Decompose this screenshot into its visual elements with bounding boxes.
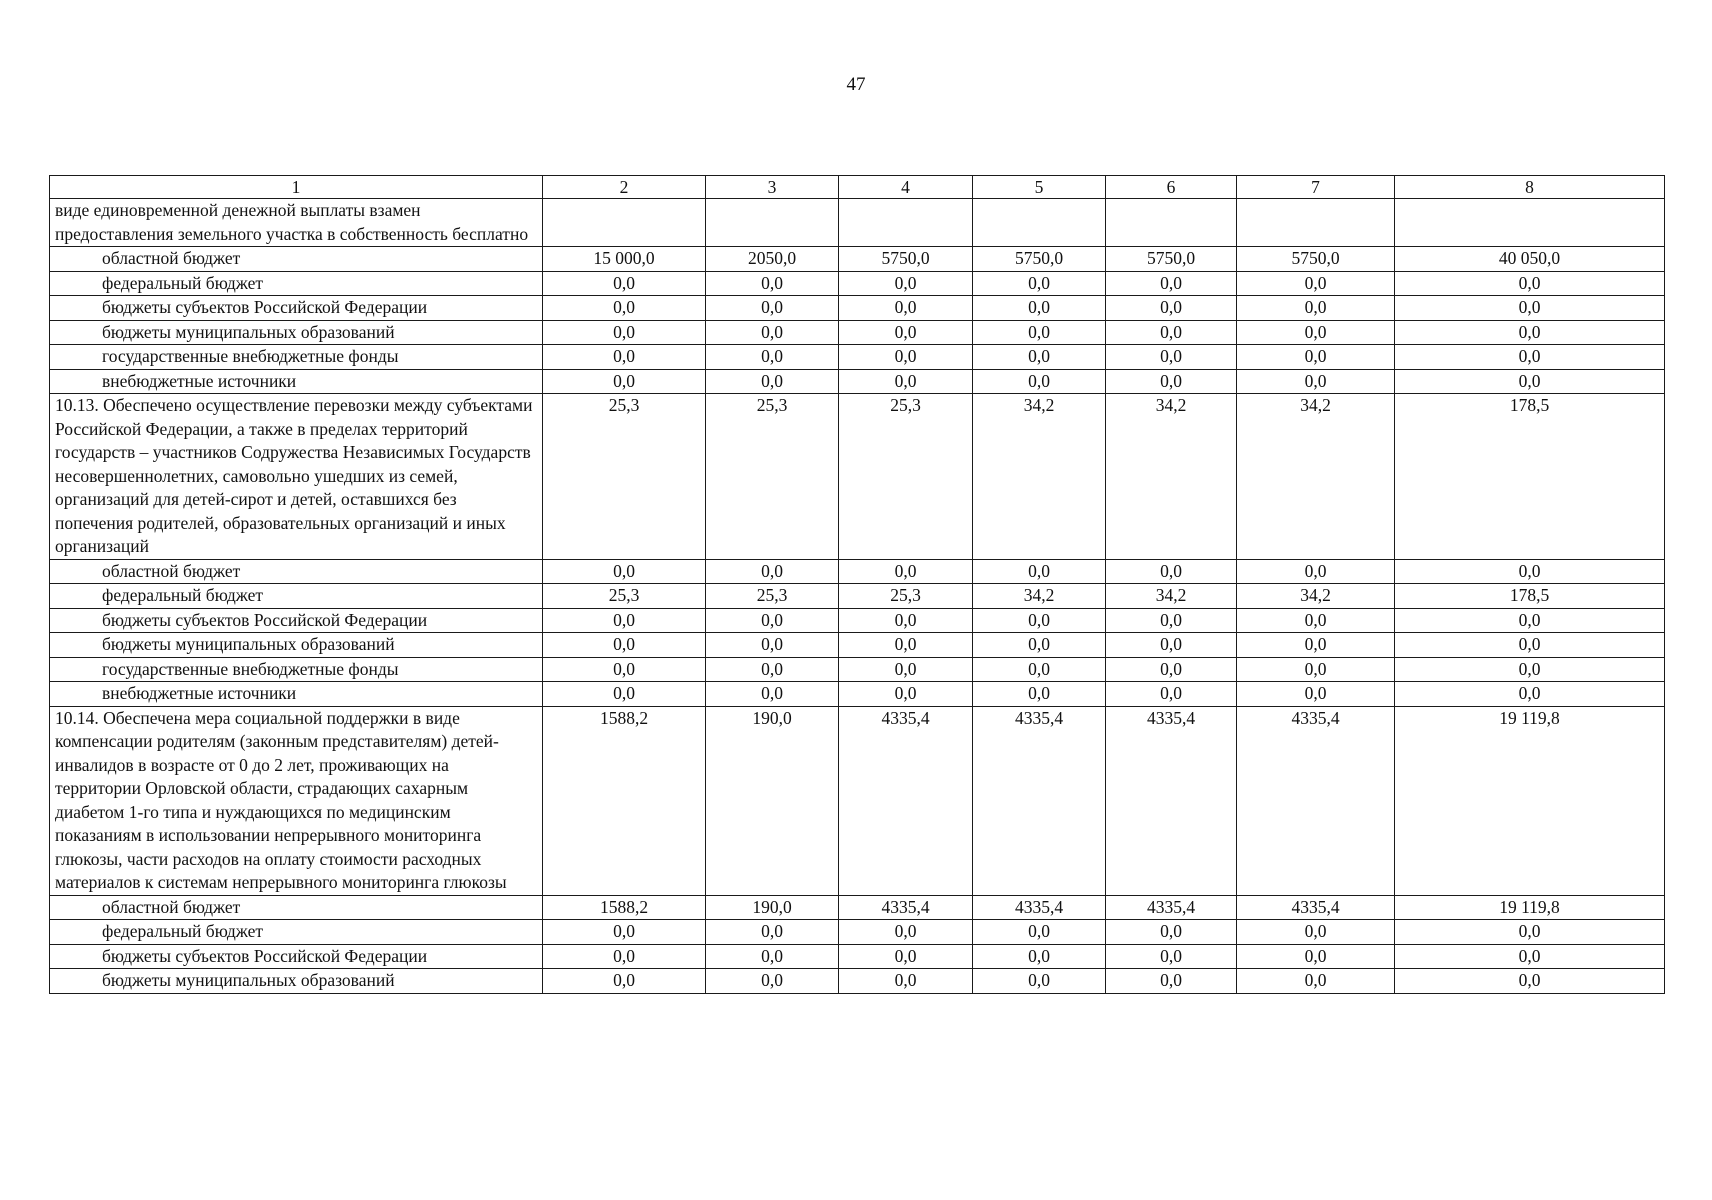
value-cell: 34,2 — [973, 584, 1106, 609]
value-cell: 19 119,8 — [1395, 706, 1665, 895]
value-cell: 0,0 — [1106, 369, 1237, 394]
value-cell: 0,0 — [839, 969, 973, 994]
value-cell: 0,0 — [1395, 944, 1665, 969]
value-cell: 0,0 — [706, 633, 839, 658]
funding-source-label: внебюджетные источники — [50, 682, 543, 707]
value-cell: 0,0 — [973, 633, 1106, 658]
value-cell: 4335,4 — [973, 706, 1106, 895]
value-cell: 5750,0 — [839, 247, 973, 272]
table-row-source — [50, 633, 1665, 658]
table-row-source — [50, 296, 1665, 321]
value-cell: 0,0 — [706, 920, 839, 945]
value-cell: 0,0 — [1395, 320, 1665, 345]
value-cell: 0,0 — [1106, 559, 1237, 584]
table-row-source — [50, 682, 1665, 707]
value-cell: 0,0 — [543, 944, 706, 969]
value-cell: 4335,4 — [1106, 706, 1237, 895]
value-cell: 0,0 — [839, 944, 973, 969]
value-cell — [839, 199, 973, 247]
funding-source-label: бюджеты субъектов Российской Федерации — [50, 296, 543, 321]
column-header-8: 8 — [1395, 176, 1665, 199]
value-cell: 0,0 — [1395, 559, 1665, 584]
table-row-source — [50, 369, 1665, 394]
value-cell: 0,0 — [706, 608, 839, 633]
value-cell: 0,0 — [543, 633, 706, 658]
value-cell: 5750,0 — [1106, 247, 1237, 272]
value-cell: 0,0 — [973, 920, 1106, 945]
funding-source-label: бюджеты муниципальных образований — [50, 633, 543, 658]
table-row-section — [50, 199, 1665, 247]
value-cell: 0,0 — [1237, 633, 1395, 658]
value-cell: 0,0 — [1395, 608, 1665, 633]
funding-source-label: федеральный бюджет — [50, 584, 543, 609]
column-header-6: 6 — [1106, 176, 1237, 199]
value-cell: 0,0 — [1106, 944, 1237, 969]
value-cell: 0,0 — [543, 920, 706, 945]
value-cell: 0,0 — [839, 657, 973, 682]
value-cell: 0,0 — [1106, 271, 1237, 296]
value-cell: 0,0 — [1395, 633, 1665, 658]
value-cell: 0,0 — [1237, 345, 1395, 370]
table-row-source — [50, 944, 1665, 969]
value-cell: 0,0 — [839, 296, 973, 321]
value-cell: 0,0 — [839, 682, 973, 707]
value-cell: 0,0 — [839, 345, 973, 370]
value-cell — [543, 199, 706, 247]
value-cell: 0,0 — [1395, 920, 1665, 945]
table-body — [50, 199, 1665, 994]
value-cell: 0,0 — [839, 320, 973, 345]
funding-source-label: бюджеты субъектов Российской Федерации — [50, 944, 543, 969]
value-cell: 4335,4 — [973, 895, 1106, 920]
value-cell — [1237, 199, 1395, 247]
column-header-1: 1 — [50, 176, 543, 199]
value-cell: 0,0 — [543, 657, 706, 682]
table-header — [50, 176, 1665, 199]
value-cell: 15 000,0 — [543, 247, 706, 272]
value-cell: 0,0 — [973, 369, 1106, 394]
column-header-2: 2 — [543, 176, 706, 199]
table-row-section — [50, 394, 1665, 560]
value-cell: 0,0 — [1237, 320, 1395, 345]
value-cell: 0,0 — [706, 320, 839, 345]
value-cell: 0,0 — [1106, 608, 1237, 633]
table-row-source — [50, 920, 1665, 945]
value-cell: 0,0 — [973, 559, 1106, 584]
value-cell: 0,0 — [1395, 271, 1665, 296]
value-cell: 0,0 — [706, 296, 839, 321]
row-title: 10.14. Обеспечена мера социальной поддержки в виде компенсации родителям (законным представителям) детей-инвалидов в возрасте от 0 до 2 лет, проживающих на территории Орловской области, страдающих сахарным диабетом 1-го типа и нуждающихся по медицинским показаниям в использовании непрерывного мониторинга глюкозы, части расходов на оплату стоимости расходных материалов к системам непрерывного мониторинга глюкозы — [50, 706, 543, 895]
value-cell: 4335,4 — [839, 706, 973, 895]
value-cell: 0,0 — [543, 559, 706, 584]
value-cell: 34,2 — [1106, 584, 1237, 609]
funding-source-label: областной бюджет — [50, 895, 543, 920]
value-cell: 0,0 — [1237, 657, 1395, 682]
funding-source-label: бюджеты субъектов Российской Федерации — [50, 608, 543, 633]
value-cell: 178,5 — [1395, 584, 1665, 609]
funding-source-label: бюджеты муниципальных образований — [50, 320, 543, 345]
table-row-source — [50, 271, 1665, 296]
value-cell: 0,0 — [1106, 345, 1237, 370]
funding-source-label: внебюджетные источники — [50, 369, 543, 394]
value-cell: 0,0 — [973, 969, 1106, 994]
value-cell — [973, 199, 1106, 247]
value-cell: 0,0 — [543, 296, 706, 321]
value-cell: 0,0 — [839, 608, 973, 633]
value-cell: 0,0 — [1237, 608, 1395, 633]
value-cell: 0,0 — [706, 345, 839, 370]
budget-table — [49, 175, 1665, 994]
value-cell: 0,0 — [543, 271, 706, 296]
value-cell: 0,0 — [973, 657, 1106, 682]
table-row-source — [50, 584, 1665, 609]
funding-source-label: государственные внебюджетные фонды — [50, 345, 543, 370]
value-cell: 0,0 — [973, 944, 1106, 969]
value-cell: 0,0 — [839, 369, 973, 394]
value-cell: 1588,2 — [543, 895, 706, 920]
value-cell: 0,0 — [1237, 944, 1395, 969]
value-cell: 178,5 — [1395, 394, 1665, 560]
value-cell: 0,0 — [1237, 369, 1395, 394]
value-cell: 0,0 — [706, 969, 839, 994]
value-cell: 0,0 — [973, 320, 1106, 345]
value-cell: 0,0 — [706, 369, 839, 394]
value-cell — [706, 199, 839, 247]
value-cell: 0,0 — [1106, 920, 1237, 945]
column-header-3: 3 — [706, 176, 839, 199]
funding-source-label: государственные внебюджетные фонды — [50, 657, 543, 682]
value-cell: 5750,0 — [1237, 247, 1395, 272]
value-cell: 4335,4 — [1106, 895, 1237, 920]
value-cell: 4335,4 — [1237, 895, 1395, 920]
value-cell: 0,0 — [1395, 345, 1665, 370]
value-cell: 25,3 — [839, 394, 973, 560]
value-cell: 0,0 — [1395, 657, 1665, 682]
value-cell: 0,0 — [973, 608, 1106, 633]
value-cell: 40 050,0 — [1395, 247, 1665, 272]
value-cell: 0,0 — [1106, 657, 1237, 682]
value-cell: 0,0 — [543, 608, 706, 633]
column-header-4: 4 — [839, 176, 973, 199]
table-row-source — [50, 345, 1665, 370]
column-header-7: 7 — [1237, 176, 1395, 199]
value-cell: 0,0 — [1106, 320, 1237, 345]
value-cell: 5750,0 — [973, 247, 1106, 272]
table-row-source — [50, 559, 1665, 584]
value-cell: 19 119,8 — [1395, 895, 1665, 920]
value-cell: 34,2 — [1106, 394, 1237, 560]
value-cell: 0,0 — [706, 559, 839, 584]
table-row-section — [50, 706, 1665, 895]
value-cell: 34,2 — [1237, 584, 1395, 609]
table-row-source — [50, 320, 1665, 345]
column-header-5: 5 — [973, 176, 1106, 199]
value-cell: 0,0 — [839, 633, 973, 658]
value-cell: 0,0 — [1395, 369, 1665, 394]
value-cell: 0,0 — [1106, 633, 1237, 658]
value-cell: 0,0 — [839, 559, 973, 584]
value-cell: 0,0 — [706, 944, 839, 969]
value-cell — [1395, 199, 1665, 247]
page-number: 47 — [846, 74, 866, 95]
value-cell: 0,0 — [1395, 969, 1665, 994]
value-cell: 190,0 — [706, 706, 839, 895]
value-cell: 25,3 — [543, 394, 706, 560]
value-cell: 0,0 — [543, 969, 706, 994]
value-cell: 0,0 — [543, 369, 706, 394]
value-cell: 4335,4 — [1237, 706, 1395, 895]
header-row — [50, 176, 1665, 199]
value-cell: 0,0 — [1106, 296, 1237, 321]
value-cell: 25,3 — [839, 584, 973, 609]
value-cell: 25,3 — [706, 394, 839, 560]
value-cell: 0,0 — [1237, 559, 1395, 584]
value-cell: 0,0 — [839, 920, 973, 945]
value-cell: 0,0 — [973, 271, 1106, 296]
value-cell: 0,0 — [1237, 271, 1395, 296]
table-row-source — [50, 969, 1665, 994]
value-cell: 0,0 — [1395, 682, 1665, 707]
table-row-source — [50, 895, 1665, 920]
value-cell: 2050,0 — [706, 247, 839, 272]
funding-source-label: областной бюджет — [50, 247, 543, 272]
funding-source-label: федеральный бюджет — [50, 920, 543, 945]
value-cell: 0,0 — [543, 682, 706, 707]
funding-source-label: областной бюджет — [50, 559, 543, 584]
value-cell: 0,0 — [1106, 682, 1237, 707]
value-cell: 34,2 — [1237, 394, 1395, 560]
value-cell: 0,0 — [706, 682, 839, 707]
funding-source-label: бюджеты муниципальных образований — [50, 969, 543, 994]
table-row-source — [50, 657, 1665, 682]
value-cell: 0,0 — [1106, 969, 1237, 994]
value-cell: 0,0 — [543, 345, 706, 370]
value-cell: 0,0 — [1395, 296, 1665, 321]
value-cell: 1588,2 — [543, 706, 706, 895]
value-cell: 0,0 — [1237, 969, 1395, 994]
value-cell: 4335,4 — [839, 895, 973, 920]
funding-source-label: федеральный бюджет — [50, 271, 543, 296]
value-cell: 0,0 — [1237, 682, 1395, 707]
value-cell: 34,2 — [973, 394, 1106, 560]
value-cell: 0,0 — [973, 682, 1106, 707]
value-cell: 0,0 — [1237, 296, 1395, 321]
value-cell: 0,0 — [1237, 920, 1395, 945]
value-cell: 0,0 — [706, 271, 839, 296]
value-cell: 25,3 — [706, 584, 839, 609]
value-cell: 0,0 — [839, 271, 973, 296]
value-cell: 0,0 — [973, 345, 1106, 370]
table-row-source — [50, 247, 1665, 272]
value-cell: 0,0 — [973, 296, 1106, 321]
value-cell: 25,3 — [543, 584, 706, 609]
row-title: 10.13. Обеспечено осуществление перевозки между субъектами Российской Федерации, а также в пределах территорий государств – участников Содружества Независимых Государств несовершеннолетних, самовольно ушедших из семей, организаций для детей-сирот и детей, оставшихся без попечения родителей, образовательных организаций и иных организаций — [50, 394, 543, 560]
row-title: виде единовременной денежной выплаты взамен предоставления земельного участка в собственность бесплатно — [50, 199, 543, 247]
value-cell: 0,0 — [543, 320, 706, 345]
value-cell: 190,0 — [706, 895, 839, 920]
value-cell: 0,0 — [706, 657, 839, 682]
table-row-source — [50, 608, 1665, 633]
value-cell — [1106, 199, 1237, 247]
